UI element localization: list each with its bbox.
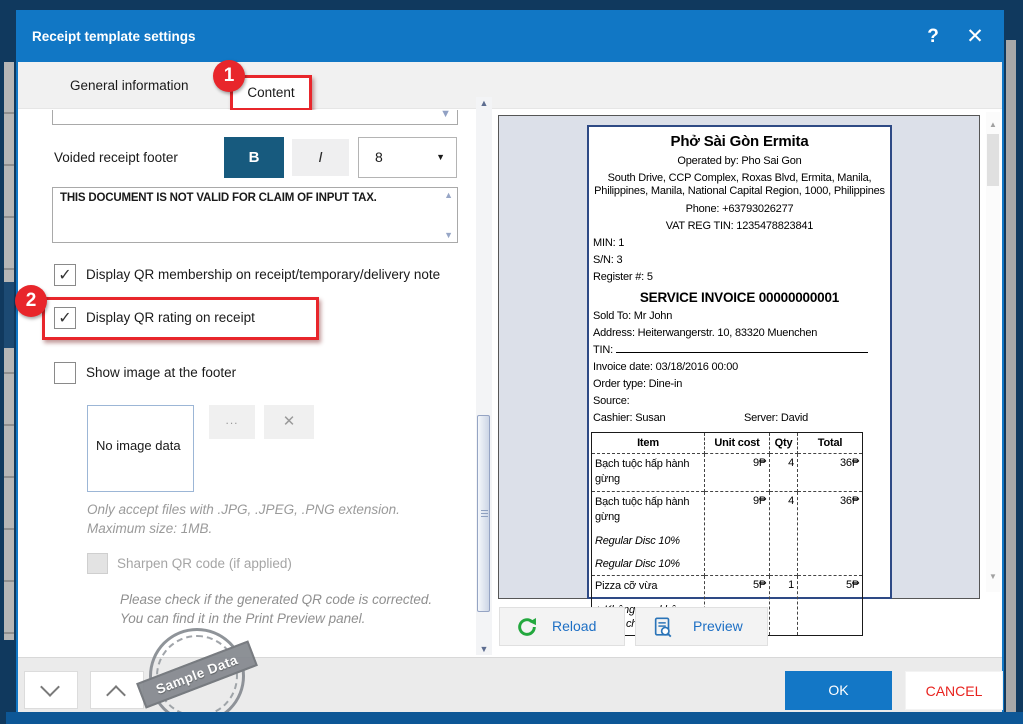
receipt-tin-label: TIN:	[593, 344, 613, 356]
receipt-item-name: Bạch tuộc hấp hành gừng	[595, 458, 690, 485]
check-icon: ✓	[58, 310, 72, 327]
checkbox-qr-rating[interactable]	[54, 307, 76, 329]
receipt-server: Server: David	[744, 412, 809, 424]
file-hint-line2: Maximum size: 1MB.	[87, 521, 213, 536]
receipt-items-table	[591, 432, 863, 636]
background-left-strip	[4, 62, 14, 640]
receipt-total-cell: 36₱	[840, 457, 859, 469]
receipt-unit-cost-cell: 9₱	[705, 492, 770, 576]
help-icon[interactable]: ?	[927, 26, 939, 47]
annotation-badge-1: 1	[213, 60, 245, 92]
background-right-strip	[1006, 40, 1016, 712]
qr-hint-line2: You can find it in the Print Preview panel.	[120, 611, 366, 626]
receipt-table-header-cell: Item	[592, 433, 705, 454]
left-panel-scrollbar[interactable]	[476, 97, 492, 655]
scrollbar-down-icon[interactable]: ▼	[989, 572, 997, 581]
receipt-unit-cost-cell: 5₱	[705, 576, 770, 636]
scrollbar-down-icon[interactable]: ▼	[479, 644, 489, 654]
checkbox-show-image-label[interactable]: Show image at the footer	[86, 365, 237, 380]
dialog-bottom-border	[6, 712, 1023, 724]
receipt-table-header-row	[592, 433, 863, 454]
tab-content[interactable]: Content	[230, 75, 312, 111]
receipt-table-row	[592, 492, 863, 576]
receipt-total-cell: 36₱	[798, 492, 863, 576]
receipt-item-note: Regular Disc 10%	[595, 558, 680, 570]
receipt-item-note: Regular Disc 10%	[595, 535, 680, 547]
receipt-table-header-cell: Total	[798, 433, 863, 454]
receipt-order-type: Order type: Dine-in	[593, 378, 683, 390]
bold-button[interactable]: B	[224, 137, 284, 178]
receipt-store-name: Phở Sài Gòn Ermita	[670, 133, 809, 150]
qr-hint	[120, 590, 432, 628]
receipt-unit-cost-cell: 9₱	[705, 454, 770, 492]
ok-button[interactable]: OK	[785, 671, 892, 710]
dialog-titlebar	[18, 12, 1002, 62]
receipt-qty-cell: 4	[770, 492, 798, 576]
scrollbar-up-icon[interactable]: ▲	[989, 120, 997, 129]
stamp-banner: Sample Data	[136, 640, 258, 708]
receipt-tin-row	[593, 344, 890, 356]
receipt-table-header-cell: Unit cost	[705, 433, 770, 454]
checkbox-qr-membership-label[interactable]: Display QR membership on receipt/temporary/delivery note	[86, 267, 441, 282]
receipt-crew-row	[593, 412, 890, 425]
remove-image-button[interactable]: ✕	[264, 405, 314, 439]
receipt-sold-to: Sold To: Mr John	[593, 310, 673, 322]
receipt-cashier: Cashier: Susan	[593, 412, 666, 424]
receipt-invoice-date: Invoice date: 03/18/2016 00:00	[593, 361, 739, 373]
checkbox-qr-membership[interactable]	[54, 264, 76, 286]
receipt-operated-by: Operated by: Pho Sai Gon	[677, 155, 802, 167]
receipt-invoice-title: SERVICE INVOICE 00000000001	[639, 290, 840, 305]
receipt-total-cell: 5₱	[798, 576, 863, 636]
scroll-down-icon[interactable]: ▼	[440, 108, 451, 120]
reload-button[interactable]	[499, 607, 625, 646]
chevron-up-icon	[106, 685, 126, 705]
receipt-source: Source:	[593, 395, 630, 407]
partially-visible-field[interactable]	[52, 110, 458, 125]
receipt-qty-cell: 1	[770, 576, 798, 636]
receipt-item-name: Pizza cỡ vừa	[595, 580, 658, 592]
preview-scrollbar[interactable]	[986, 112, 1000, 592]
check-icon: ✓	[58, 267, 72, 284]
receipt-serial: S/N: 3	[593, 254, 623, 266]
receipt-item-name: Bạch tuộc hấp hành gừng	[595, 496, 690, 523]
cancel-button[interactable]: CANCEL	[905, 671, 1003, 710]
refresh-icon	[516, 616, 538, 638]
receipt-phone: Phone: +63793026277	[685, 203, 794, 215]
receipt-buyer-address: Address: Heiterwangerstr. 10, 83320 Muenchen	[593, 327, 818, 339]
move-up-button[interactable]	[90, 671, 144, 709]
scrollbar-up-icon[interactable]: ▲	[479, 98, 489, 108]
document-magnifier-icon	[652, 616, 674, 638]
chevron-down-icon	[40, 677, 60, 697]
reload-button-label: Reload	[552, 618, 597, 634]
receipt-vat-tin: VAT REG TIN: 1235478823841	[665, 220, 814, 232]
receipt-item-cell	[592, 454, 705, 492]
tin-underline	[616, 352, 868, 353]
checkbox-qr-rating-label[interactable]: Display QR rating on receipt	[86, 310, 255, 325]
receipt-table-header-cell: Qty	[770, 433, 798, 454]
annotation-badge-2: 2	[15, 285, 47, 317]
receipt-template-settings-dialog	[16, 10, 1004, 712]
checkbox-sharpen-qr-label: Sharpen QR code (if applied)	[117, 556, 292, 571]
font-size-value: 8	[375, 149, 383, 165]
preview-button[interactable]	[635, 607, 768, 646]
voided-footer-textarea[interactable]	[52, 187, 458, 243]
preview-button-label: Preview	[693, 618, 743, 634]
receipt-address-line1: South Drive, CCP Complex, Roxas Blvd, Ermita, Manila,	[607, 172, 872, 184]
close-icon[interactable]: ✕	[966, 25, 984, 48]
italic-button[interactable]: I	[292, 139, 349, 176]
scroll-down-icon[interactable]: ▼	[444, 230, 453, 240]
scrollbar-thumb[interactable]	[477, 415, 490, 612]
scroll-up-icon[interactable]: ▲	[444, 190, 453, 200]
chevron-down-icon: ▼	[436, 152, 445, 162]
voided-footer-text: THIS DOCUMENT IS NOT VALID FOR CLAIM OF INPUT TAX.	[60, 192, 377, 204]
move-down-button[interactable]	[24, 671, 78, 709]
scrollbar-thumb[interactable]	[987, 134, 999, 186]
receipt-address-line2: Philippines, Manila, National Capital Region, 1000, Philippines	[594, 185, 885, 197]
receipt-paper	[587, 125, 892, 599]
receipt-item-cell	[592, 492, 705, 576]
sample-data-stamp	[149, 628, 245, 724]
browse-image-button[interactable]: ...	[209, 405, 255, 439]
receipt-table-row	[592, 454, 863, 492]
background-left-strip-active-item	[4, 282, 14, 348]
qr-hint-line1: Please check if the generated QR code is corrected.	[120, 592, 433, 607]
image-placeholder-box: No image data	[87, 405, 194, 492]
receipt-preview-panel	[498, 115, 980, 599]
dialog-title: Receipt template settings	[32, 29, 196, 44]
checkbox-sharpen-qr[interactable]	[87, 553, 108, 574]
voided-receipt-footer-label: Voided receipt footer	[54, 150, 178, 165]
file-hint-line1: Only accept files with .JPG, .JPEG, .PNG extension.	[87, 502, 400, 517]
scrollbar-grip	[481, 510, 488, 518]
tab-general-information[interactable]: General information	[70, 78, 189, 93]
tab-strip	[18, 62, 1002, 109]
font-size-dropdown[interactable]	[358, 137, 457, 178]
receipt-min: MIN: 1	[593, 237, 625, 249]
receipt-qty-cell: 4	[770, 454, 798, 492]
file-hint	[87, 500, 400, 538]
receipt-register: Register #: 5	[593, 271, 653, 283]
checkbox-show-image[interactable]	[54, 362, 76, 384]
